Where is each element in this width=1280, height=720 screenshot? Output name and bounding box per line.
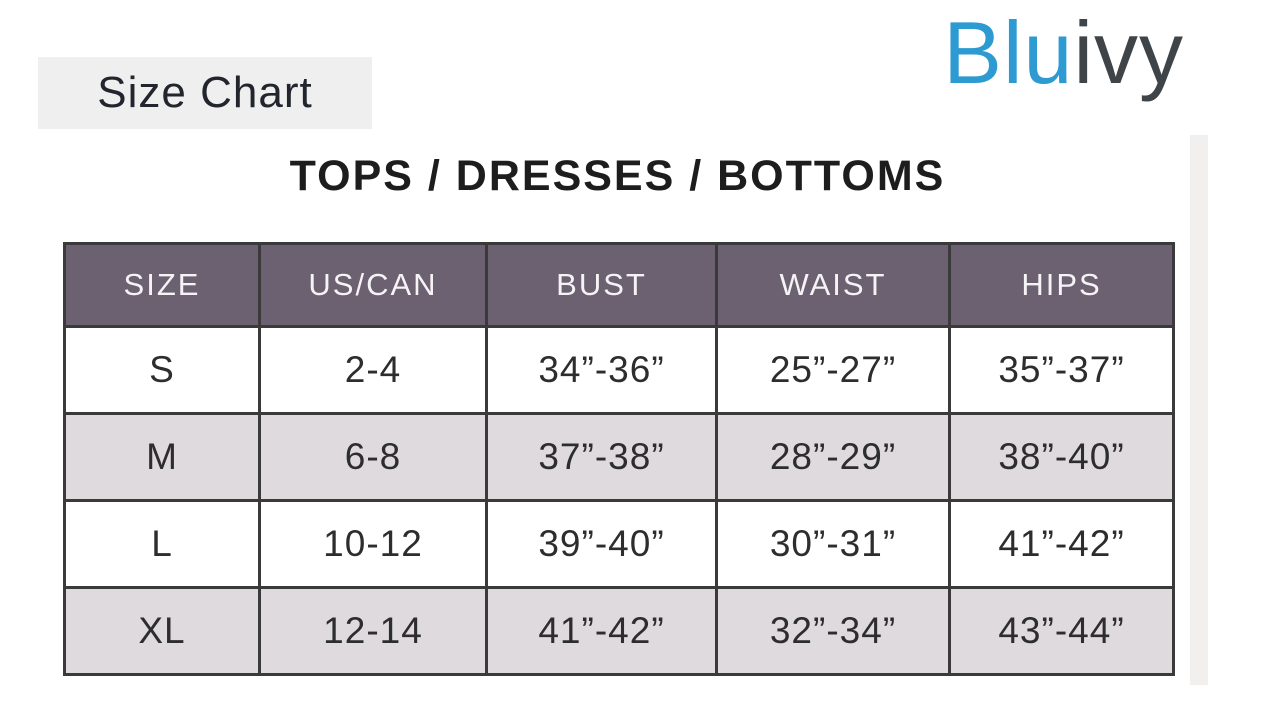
- column-header-size: SIZE: [65, 244, 260, 327]
- cell-bust: 39”-40”: [487, 501, 717, 588]
- cell-waist: 25”-27”: [717, 327, 950, 414]
- cell-bust: 41”-42”: [487, 588, 717, 675]
- cell-bust: 34”-36”: [487, 327, 717, 414]
- cell-waist: 30”-31”: [717, 501, 950, 588]
- cell-size: S: [65, 327, 260, 414]
- cell-hips: 38”-40”: [950, 414, 1174, 501]
- column-header-waist: WAIST: [717, 244, 950, 327]
- cell-uscan: 10-12: [260, 501, 487, 588]
- cell-bust: 37”-38”: [487, 414, 717, 501]
- cell-uscan: 12-14: [260, 588, 487, 675]
- size-table: [63, 242, 1175, 676]
- cell-uscan: 2-4: [260, 327, 487, 414]
- cell-hips: 41”-42”: [950, 501, 1174, 588]
- right-edge-strip: [1190, 135, 1208, 685]
- column-header-uscan: US/CAN: [260, 244, 487, 327]
- brand-logo-ivy: ivy: [1073, 3, 1184, 102]
- cell-waist: 32”-34”: [717, 588, 950, 675]
- cell-size: M: [65, 414, 260, 501]
- table-header-row: [65, 244, 1174, 327]
- page-title: [38, 57, 372, 129]
- page-title-label: Size Chart: [97, 68, 313, 117]
- brand-logo-blu: Blu: [943, 3, 1074, 102]
- column-header-hips: HIPS: [950, 244, 1174, 327]
- cell-size: XL: [65, 588, 260, 675]
- table-heading: TOPS / DRESSES / BOTTOMS: [289, 152, 946, 200]
- brand-logo: [943, 2, 1184, 103]
- cell-hips: 35”-37”: [950, 327, 1174, 414]
- cell-hips: 43”-44”: [950, 588, 1174, 675]
- cell-waist: 28”-29”: [717, 414, 950, 501]
- table-row-xl: [65, 588, 1174, 675]
- table-row-s: [65, 327, 1174, 414]
- table-row-l: [65, 501, 1174, 588]
- cell-size: L: [65, 501, 260, 588]
- column-header-bust: BUST: [487, 244, 717, 327]
- table-row-m: [65, 414, 1174, 501]
- cell-uscan: 6-8: [260, 414, 487, 501]
